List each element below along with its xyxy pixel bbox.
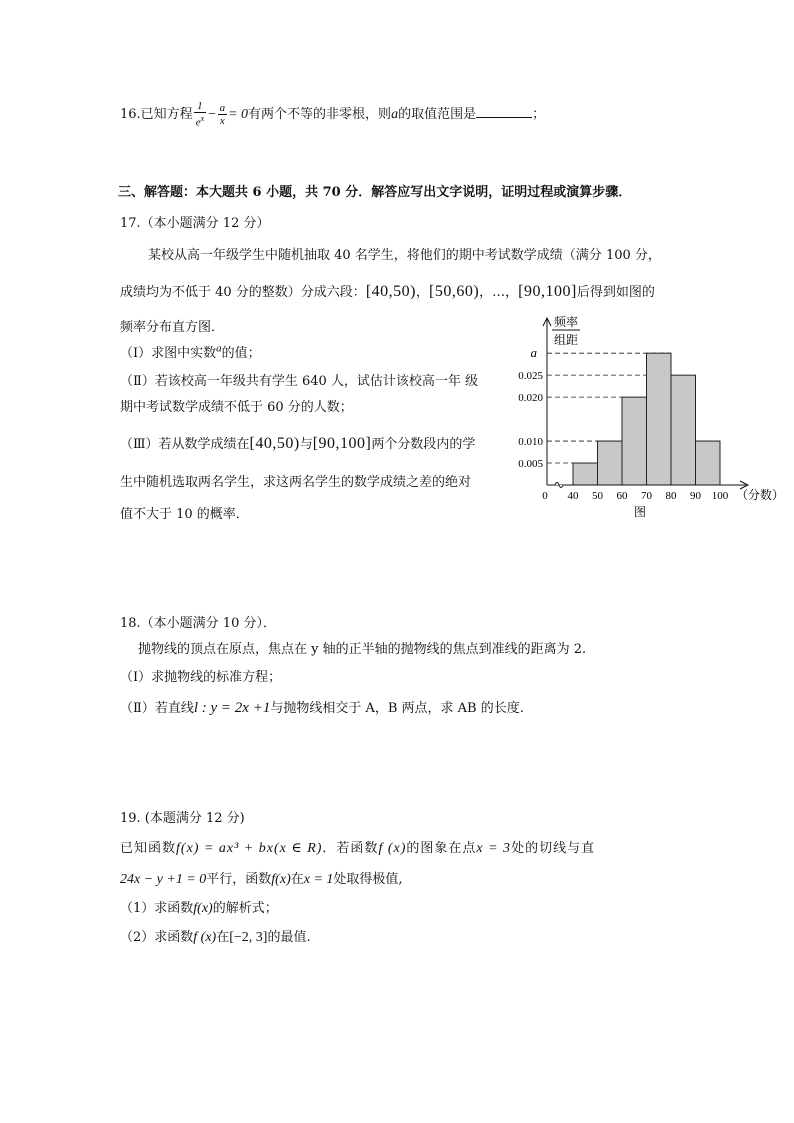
x-tick-label: 50 <box>592 490 603 502</box>
q17-part3-pre: （Ⅲ）若从数学成绩在 <box>120 437 250 452</box>
histogram-bar <box>598 441 623 485</box>
q17-header: 17.（本小题满分 12 分） <box>120 216 270 231</box>
interval-50-60: [50,60) <box>428 283 480 300</box>
comma: ， <box>479 285 493 300</box>
histogram-bar <box>647 353 672 485</box>
q16-var-a: a <box>391 106 399 122</box>
q17-part2b: 期中考试数学成绩不低于 60 分的人数； <box>120 400 353 415</box>
x-equals-1: x = 1 <box>303 872 334 887</box>
q18-part1: （Ⅰ）求抛物线的标准方程； <box>120 670 282 685</box>
fx: f (x) <box>378 841 407 856</box>
line-equation: l : y = 2x +1 <box>193 700 271 716</box>
q17-part3b: 生中随机选取两名学生，求这两名学生的数学成绩之差的绝对 <box>120 475 472 490</box>
q19-line1-pre: 已知函数 <box>120 841 177 856</box>
origin-label: 0 <box>542 490 548 502</box>
q17-part1-post: 的值； <box>221 346 261 361</box>
interval-40-50: [40,50) <box>249 435 300 452</box>
q18-line1: 抛物线的顶点在原点，焦点在 y 轴的正半轴的抛物线的焦点到准线的距离为 2. <box>138 642 587 657</box>
tangent-line-equation: 24x − y +1 = 0 <box>120 872 207 887</box>
q17-line3: 频率分布直方图． <box>120 320 225 335</box>
q17-line2-pre: 成绩均为不低于 40 分的整数）分成六段： <box>120 285 366 300</box>
y-label-top: 频率 <box>553 315 579 329</box>
x-tick-label: 100 <box>711 490 729 502</box>
q19-header: 19. (本题满分 12 分) <box>120 811 245 826</box>
q18-part2 <box>120 697 524 717</box>
q17-line2-post: 后得到如图的 <box>576 285 655 300</box>
function-definition: f(x) = ax³ + bx(x ∈ R) <box>176 841 323 856</box>
q19-line2 <box>120 868 403 888</box>
frequency-histogram <box>510 310 785 520</box>
q17-part2a: （Ⅱ）若该校高一年级共有学生 640 人，试估计该校高一年 级 <box>120 374 479 389</box>
q18-part2-post: 与抛物线相交于 A，B 两点，求 AB 的长度. <box>270 701 524 716</box>
comma: ， <box>415 285 429 300</box>
q17-line1: 某校从高一年级学生中随机抽取 40 名学生，将他们的期中考试数学成绩（满分 100 分， <box>148 248 661 263</box>
q16-suffix: 的取值范围是 <box>398 106 477 122</box>
q19-part1 <box>120 897 278 917</box>
q17-part1 <box>120 342 261 361</box>
ellipsis: …， <box>492 285 519 300</box>
interval-90-100: [90,100] <box>518 283 577 300</box>
q16-fraction-1: $\frac{1}{e^x}$ <box>195 100 205 129</box>
fx: f(x) <box>193 901 213 916</box>
q16-fraction-2: $\frac{a}{x}$ <box>219 101 226 127</box>
q17-part3a <box>120 433 475 453</box>
q16-prefix: 16.已知方程 <box>120 106 193 122</box>
x-tick-label: 70 <box>641 490 652 502</box>
section-title: 三、解答题：本大题共 6 小题，共 70 分．解答应写出文字说明，证明过程或演算步骤． <box>118 185 632 200</box>
x-tick-label: 80 <box>665 490 677 502</box>
q17-line2 <box>120 281 655 301</box>
q19-part2-at: 在 <box>216 930 230 945</box>
q18-part2-pre: （Ⅱ）若直线 <box>120 701 194 716</box>
histogram-bar <box>622 397 647 485</box>
x-tick-label: 60 <box>616 490 628 502</box>
q16-line <box>120 100 545 129</box>
q16-minus: − <box>207 106 217 122</box>
q19-line1-post: 处的切线与直 <box>511 841 596 856</box>
x-tick-label: 40 <box>567 490 579 502</box>
q17-part1-pre: （Ⅰ）求图中实数 <box>120 346 217 361</box>
histogram-bar <box>696 441 721 485</box>
q16-middle: 有两个不等的非零根，则 <box>248 106 392 122</box>
x-equals-3: x = 3 <box>476 841 512 856</box>
q16-end: ； <box>532 106 546 122</box>
q19-part2 <box>120 926 311 946</box>
fx: f (x) <box>193 930 217 945</box>
interval-40-50: [40,50) <box>365 283 416 300</box>
q17-part3-post: 两个分数段内的学 <box>371 437 476 452</box>
y-tick-label: 0.025 <box>518 370 543 383</box>
q17-part1-var: a <box>216 342 222 355</box>
q19-line1 <box>120 837 595 857</box>
x-tick-label: 90 <box>690 490 701 502</box>
q19-line1-mid2: 的图象在点 <box>406 841 477 856</box>
q19-part2-pre: （2）求函数 <box>120 930 194 945</box>
y-tick-label: 0.005 <box>518 458 543 471</box>
axis-break <box>555 483 563 488</box>
q19-part1-post: 的解析式； <box>212 901 278 916</box>
y-tick-label: a <box>530 345 537 361</box>
y-tick-label: 0.010 <box>518 436 543 449</box>
answer-blank[interactable] <box>476 107 532 118</box>
q16-eq-zero: = 0 <box>228 106 249 122</box>
histogram-bar <box>573 463 598 485</box>
chart-caption: 图 <box>633 505 647 519</box>
q19-line2-at: 在 <box>290 872 304 887</box>
histogram-bar <box>671 375 696 485</box>
y-label-bottom: 组距 <box>553 333 579 347</box>
interval-90-100: [90,100] <box>312 435 372 452</box>
x-axis-label: （分数） <box>736 488 785 502</box>
q17-part3c: 值不大于 10 的概率． <box>120 507 249 522</box>
q19-line2-mid: 平行，函数 <box>206 872 272 887</box>
q19-part2-post: 的最值. <box>267 930 311 945</box>
q19-line1-mid: ．若函数 <box>322 841 379 856</box>
q18-header: 18.（本小题满分 10 分）． <box>120 616 276 631</box>
y-tick-label: 0.020 <box>518 392 543 405</box>
q19-line2-post: 处取得极值, <box>333 872 403 887</box>
q19-part1-pre: （1）求函数 <box>120 901 194 916</box>
fx: f(x) <box>271 872 291 887</box>
q17-part3-mid: 与 <box>299 437 313 452</box>
interval-minus2-3: [−2, 3] <box>229 930 268 945</box>
